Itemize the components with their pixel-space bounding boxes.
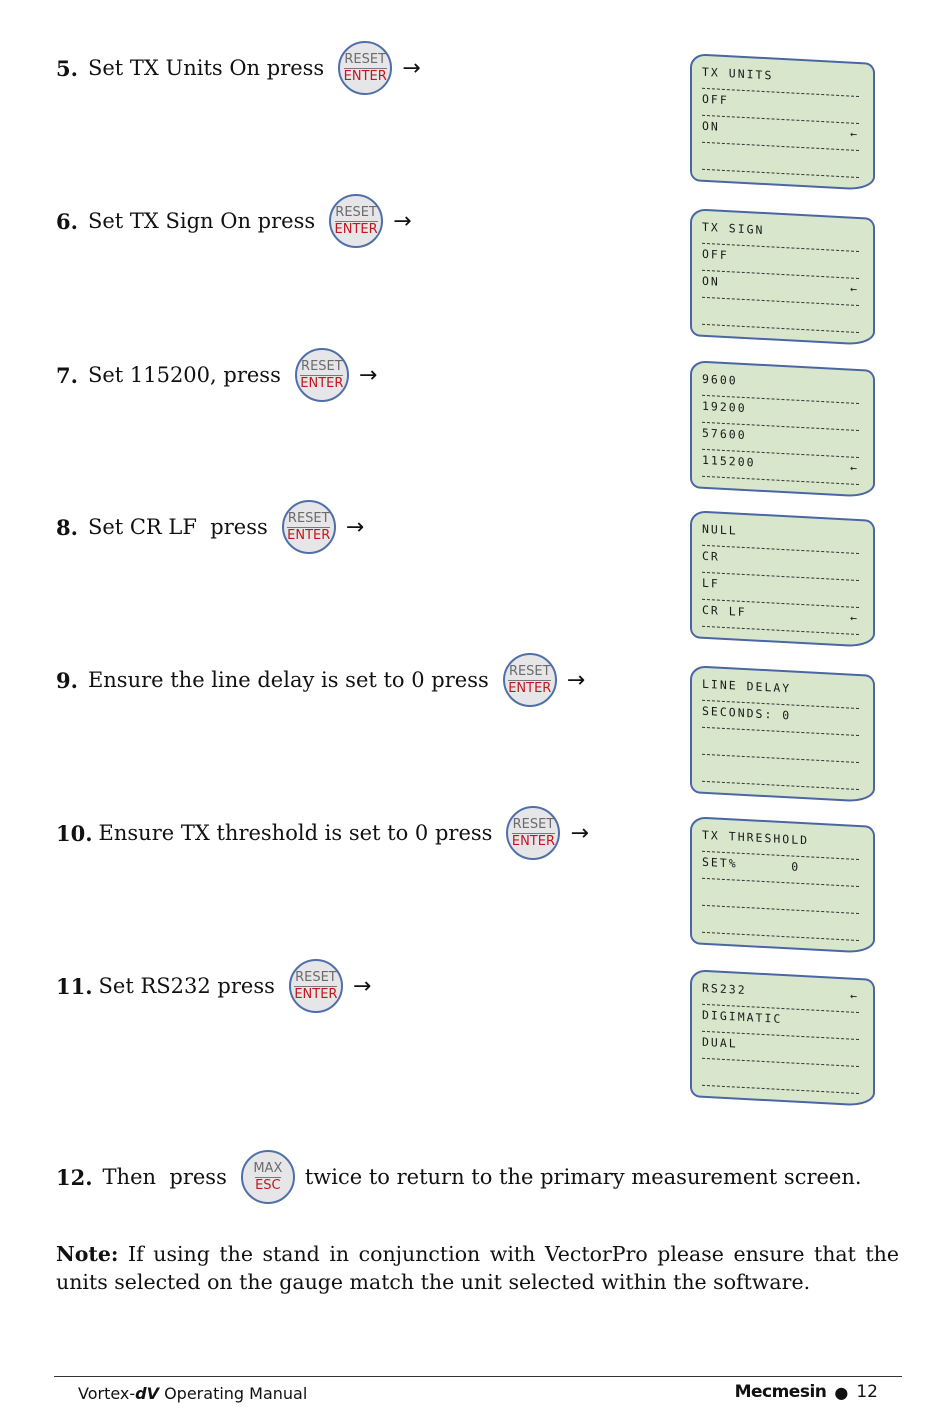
step-number: 5. xyxy=(56,55,78,81)
arrow-right-icon: → xyxy=(402,55,421,81)
step-7 xyxy=(56,355,377,395)
step-number: 9. xyxy=(56,667,78,693)
arrow-right-icon: → xyxy=(352,973,372,999)
step-number: 6. xyxy=(56,208,78,234)
lcd-row-text: 19200 xyxy=(702,398,747,416)
lcd-screen-tx-sign xyxy=(690,208,875,346)
footer-title-prefix: Vortex- xyxy=(78,1384,136,1403)
lcd-row-text: CR LF xyxy=(702,602,747,620)
lcd-screen-tx-units xyxy=(690,53,875,191)
step-5 xyxy=(56,48,421,88)
button-top-label: RESET xyxy=(508,663,551,679)
step-8 xyxy=(56,507,364,547)
button-top-label: RESET xyxy=(295,969,337,985)
lcd-row-text: ON xyxy=(702,118,720,134)
note-text: If using the stand in conjunction with VectorPro please ensure that the units selected on the gauge match the unit selected within the software. xyxy=(56,1242,899,1294)
lcd-screen-tx-threshold xyxy=(690,816,875,954)
footer-title-model: dV xyxy=(135,1384,159,1403)
step-number: 11. xyxy=(56,973,93,999)
selected-arrow-icon: ← xyxy=(850,988,859,1004)
lcd-row-text: DUAL xyxy=(702,1034,738,1051)
button-top-label: MAX xyxy=(253,1160,283,1176)
step-number: 12. xyxy=(56,1164,93,1190)
bullet-icon: ● xyxy=(834,1382,849,1402)
step-11 xyxy=(56,966,371,1006)
arrow-right-icon: → xyxy=(393,208,412,234)
lcd-row-text: TX UNITS xyxy=(702,64,774,83)
max-esc-button-icon xyxy=(241,1150,295,1204)
footer-page-info xyxy=(735,1382,878,1402)
step-6 xyxy=(56,201,412,241)
step-text: Set TX Units On press xyxy=(87,56,325,80)
lcd-row-text: SECONDS: 0 xyxy=(702,703,792,723)
button-top-label: RESET xyxy=(301,358,343,374)
note-paragraph xyxy=(56,1240,899,1296)
lcd-row-text: DIGIMATIC xyxy=(702,1007,783,1026)
button-bottom-label: ENTER xyxy=(287,527,331,543)
step-text: Set TX Sign On press xyxy=(87,209,316,233)
button-bottom-label: ENTER xyxy=(294,986,338,1002)
reset-enter-button-icon xyxy=(506,806,560,860)
lcd-row-text: 9600 xyxy=(702,371,738,388)
reset-enter-button-icon xyxy=(289,959,343,1013)
step-text-after: twice to return to the primary measurement screen. xyxy=(304,1165,862,1189)
lcd-row-text: OFF xyxy=(702,246,729,263)
step-text: Ensure the line delay is set to 0 press xyxy=(87,668,489,692)
lcd-screen-line-ending xyxy=(690,510,875,648)
step-text: Set CR LF press xyxy=(87,515,268,539)
lcd-row-text: LF xyxy=(702,575,720,591)
button-top-label: RESET xyxy=(287,510,330,526)
button-bottom-label: ENTER xyxy=(508,680,552,696)
button-bottom-label: ENTER xyxy=(334,221,378,237)
arrow-right-icon: → xyxy=(345,514,365,540)
step-12 xyxy=(56,1157,862,1197)
step-text: Ensure TX threshold is set to 0 press xyxy=(98,821,493,845)
button-bottom-label: ESC xyxy=(255,1177,281,1193)
lcd-row-text: TX THRESHOLD xyxy=(702,827,810,848)
arrow-right-icon: → xyxy=(358,362,378,388)
step-text: Then press xyxy=(102,1165,227,1189)
selected-arrow-icon: ← xyxy=(850,281,859,297)
lcd-row-text: ON xyxy=(702,273,720,289)
step-number: 8. xyxy=(56,514,78,540)
footer-brand: Mecmesin xyxy=(734,1382,827,1402)
lcd-screen-baud-rate xyxy=(690,360,875,498)
button-bottom-label: ENTER xyxy=(511,833,555,849)
footer-title-suffix: Operating Manual xyxy=(159,1384,308,1403)
lcd-row-text: TX SIGN xyxy=(702,219,765,238)
lcd-row-text: RS232 xyxy=(702,980,747,998)
step-text: Set 115200, press xyxy=(87,363,281,387)
footer-divider xyxy=(54,1376,902,1377)
lcd-row-text: 115200 xyxy=(702,452,756,470)
step-9 xyxy=(56,660,585,700)
reset-enter-button-icon xyxy=(338,41,392,95)
arrow-right-icon: → xyxy=(566,667,586,693)
selected-arrow-icon: ← xyxy=(850,126,859,142)
selected-arrow-icon: ← xyxy=(850,460,859,476)
lcd-row-text: 57600 xyxy=(702,425,747,443)
button-top-label: RESET xyxy=(335,204,377,220)
button-top-label: RESET xyxy=(344,51,387,67)
step-number: 10. xyxy=(56,820,93,846)
lcd-row-text: OFF xyxy=(702,91,729,108)
lcd-screen-line-delay xyxy=(690,665,875,803)
lcd-row-text: CR xyxy=(702,548,720,564)
reset-enter-button-icon xyxy=(503,653,557,707)
button-bottom-label: ENTER xyxy=(343,68,387,84)
selected-arrow-icon: ← xyxy=(850,610,859,626)
note-label: Note: xyxy=(56,1242,119,1266)
reset-enter-button-icon xyxy=(329,194,383,248)
lcd-row-text: NULL xyxy=(702,521,738,538)
lcd-row-text: SET% 0 xyxy=(702,854,801,874)
lcd-row-text: LINE DELAY xyxy=(702,676,792,696)
page-number: 12 xyxy=(856,1382,878,1402)
button-top-label: RESET xyxy=(512,816,555,832)
button-bottom-label: ENTER xyxy=(300,375,344,391)
footer-manual-title xyxy=(78,1384,307,1403)
arrow-right-icon: → xyxy=(570,820,589,846)
reset-enter-button-icon xyxy=(282,500,336,554)
step-number: 7. xyxy=(56,362,78,388)
reset-enter-button-icon xyxy=(295,348,349,402)
step-10 xyxy=(56,813,589,853)
lcd-screen-output-format xyxy=(690,969,875,1107)
step-text: Set RS232 press xyxy=(98,974,275,998)
